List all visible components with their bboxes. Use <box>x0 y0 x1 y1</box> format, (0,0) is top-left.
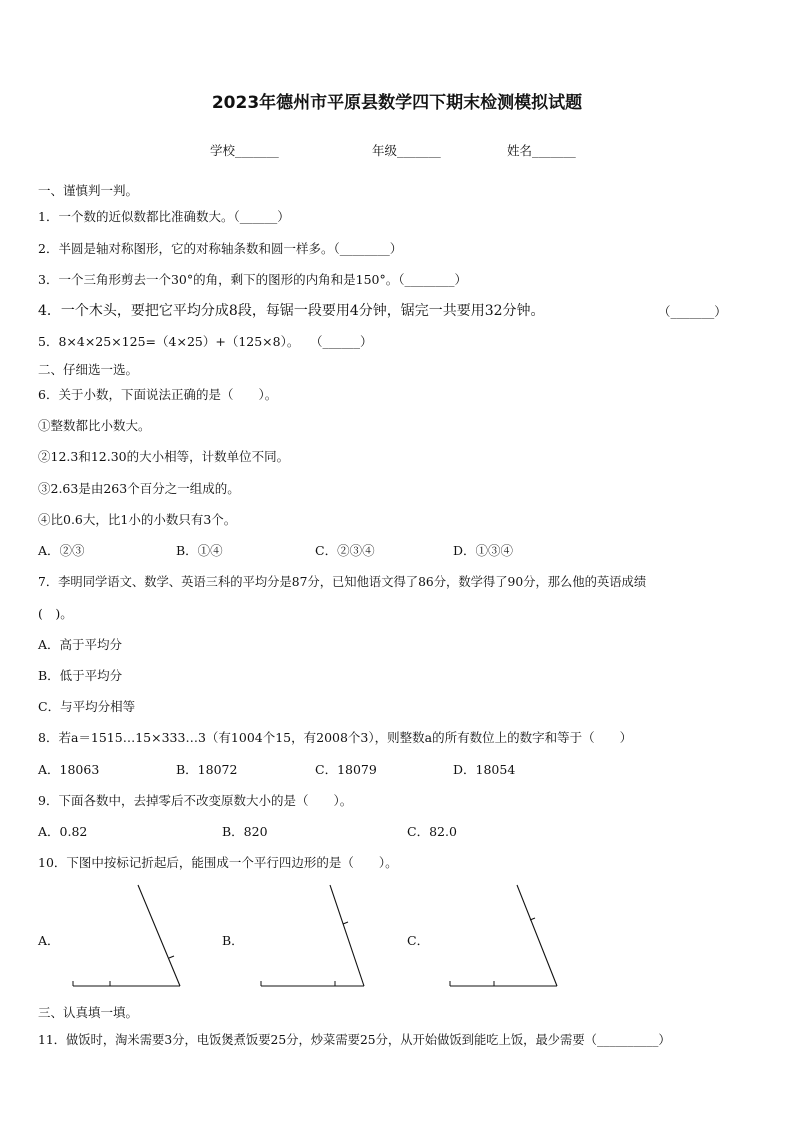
question-7: 7．李明同学语文、数学、英语三科的平均分是87分，已知他语文得了86分，数学得了90分，那么他的英语成绩 <box>38 575 647 589</box>
question-5: 5．8×4×25×125=（4×25）+（125×8）。 <box>38 334 300 349</box>
question-4: 4．一个木头，要把它平均分成8段，每锯一段要用4分钟，锯完一共要用32分钟。 <box>38 303 545 319</box>
figure-option-a <box>70 882 190 992</box>
question-10-option-b-label: B． <box>222 933 244 948</box>
question-5-blank: （______） <box>310 334 373 349</box>
question-1: 1．一个数的近似数都比准确数大。（______） <box>38 209 290 224</box>
question-4-blank: （_______） <box>658 304 727 319</box>
question-10: 10．下图中按标记折起后，能围成一个平行四边形的是（ ）。 <box>38 855 398 870</box>
question-8-option-c: C．18079 <box>315 762 377 777</box>
question-6-option-d: D．①③④ <box>453 543 514 558</box>
section-heading-choice: 二、仔细选一选。 <box>38 362 139 377</box>
question-8: 8．若a＝1515…15×333…3（有1004个15，有2008个3），则整数a的所有数位上的数字和等于（ ） <box>38 730 633 745</box>
question-9-option-b: B．820 <box>222 824 268 839</box>
figure-option-c <box>447 882 567 992</box>
question-11: 11．做饭时，淘米需要3分，电饭煲煮饭要25分，炒菜需要25分，从开始做饭到能吃上饭，最少需要（__________） <box>38 1033 671 1047</box>
question-9-option-c: C．82.0 <box>407 824 457 839</box>
question-8-option-a: A．18063 <box>38 762 100 777</box>
question-6: 6．关于小数，下面说法正确的是（ ）。 <box>38 387 278 402</box>
grade-field: 年级_______ <box>372 143 441 158</box>
question-9: 9．下面各数中，去掉零后不改变原数大小的是（ ）。 <box>38 793 353 808</box>
question-7-option-c: C．与平均分相等 <box>38 699 136 714</box>
question-6-statement-4: ④比0.6大，比1小的小数只有3个。 <box>38 512 237 527</box>
name-field: 姓名_______ <box>507 143 576 158</box>
figure-option-b <box>258 882 378 992</box>
question-2: 2．半圆是轴对称图形，它的对称轴条数和圆一样多。（________） <box>38 241 403 256</box>
question-6-option-c: C．②③④ <box>315 543 375 558</box>
page-title: 2023年德州市平原县数学四下期末检测模拟试题 <box>211 93 583 113</box>
school-field: 学校_______ <box>210 143 279 158</box>
question-6-statement-2: ②12.3和12.30的大小相等，计数单位不同。 <box>38 449 290 464</box>
question-7-option-a: A．高于平均分 <box>38 637 123 652</box>
question-6-statement-1: ①整数都比小数大。 <box>38 418 151 433</box>
question-6-option-a: A．②③ <box>38 543 85 558</box>
question-7-option-b: B．低于平均分 <box>38 668 123 683</box>
question-7-continued: ( )。 <box>38 606 73 621</box>
question-6-option-b: B．①④ <box>176 543 223 558</box>
question-9-option-a: A．0.82 <box>38 824 88 839</box>
section-heading-judge: 一、谨慎判一判。 <box>38 183 139 198</box>
section-heading-fill: 三、认真填一填。 <box>38 1005 139 1020</box>
question-8-option-b: B．18072 <box>176 762 238 777</box>
question-10-option-c-label: C． <box>407 933 430 948</box>
question-8-option-d: D．18054 <box>453 762 516 777</box>
question-3: 3．一个三角形剪去一个30°的角，剩下的图形的内角和是150°。（________） <box>38 272 467 287</box>
question-6-statement-3: ③2.63是由263个百分之一组成的。 <box>38 481 240 496</box>
question-10-option-a-label: A． <box>38 933 60 948</box>
